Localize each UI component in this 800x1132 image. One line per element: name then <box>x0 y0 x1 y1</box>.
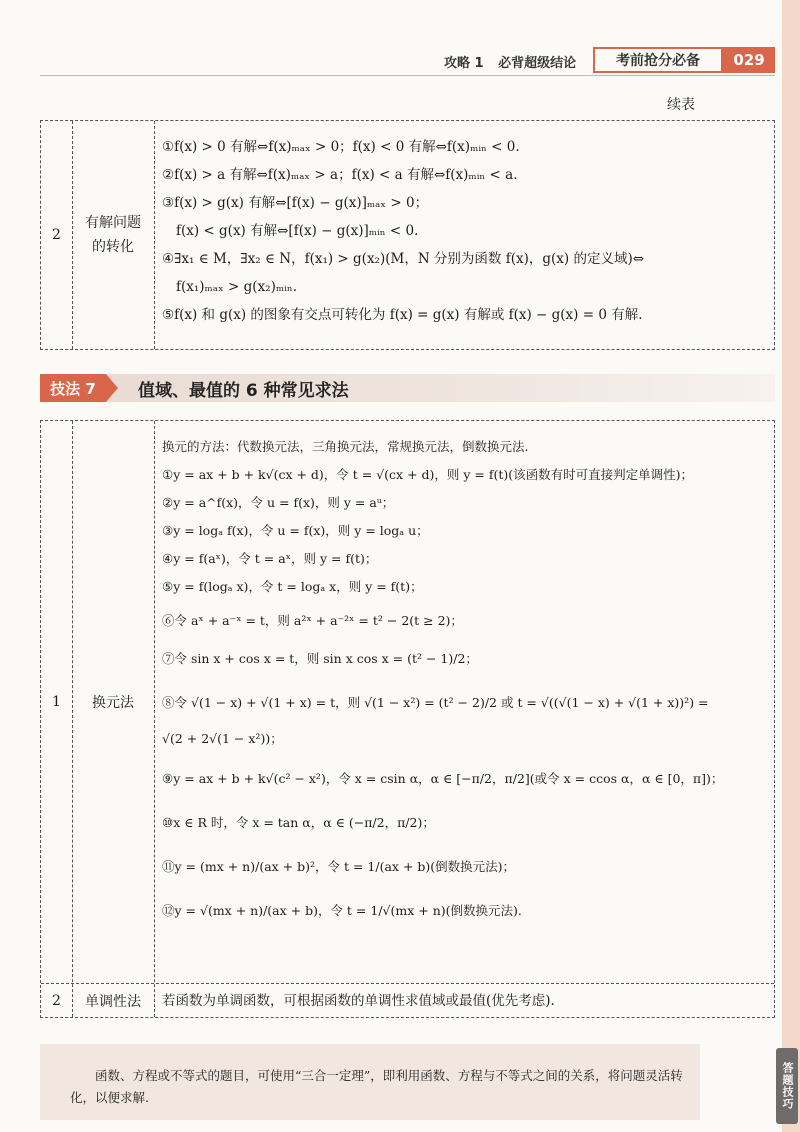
page-number: 029 <box>723 47 775 73</box>
line-4: f(x) < g(x) 有解⇔[f(x) − g(x)]ₘᵢₙ < 0. <box>176 223 419 239</box>
method-8: ⑧令 √(1 − x) + √(1 + x) = t，则 √(1 − x²) = (t² − 2)/2 或 t = √((√(1 − x) + √(1 + x))²) = <box>162 695 709 710</box>
row-2-index: 2 <box>52 993 61 1009</box>
line-6: f(x₁)ₘₐₓ > g(x₂)ₘᵢₙ. <box>176 279 297 295</box>
line-5: ④∃x₁ ∈ M，∃x₂ ∈ N，f(x₁) > g(x₂)(M，N 分别为函数 f(x)，g(x) 的定义域)⇔ <box>162 251 645 267</box>
method-11: ⑪y = (mx + n)/(ax + b)²，令 t = 1/(ax + b)(倒数换元法)； <box>162 859 516 874</box>
row-index: 2 <box>52 227 61 243</box>
method-4: ④y = f(aˣ)，令 t = aˣ，则 y = f(t)； <box>162 551 378 566</box>
method-2: ②y = a^f(x)，令 u = f(x)，则 y = aᵘ； <box>162 495 395 510</box>
row-name-line2: 的转化 <box>92 239 134 255</box>
line-3: ③f(x) > g(x) 有解⇔[f(x) − g(x)]ₘₐₓ > 0； <box>162 195 429 211</box>
header-tag: 考前抢分必备 <box>593 47 723 73</box>
header-topic: 必背超级结论 <box>498 56 577 71</box>
method-1: ①y = ax + b + k√(cx + d)，令 t = √(cx + d)，则 y = f(t)(该函数有时可直接判定单调性)； <box>162 467 694 482</box>
method-8-cont: √(2 + 2√(1 − x²))； <box>162 731 283 746</box>
row-1-index: 1 <box>52 694 61 710</box>
method-10: ⑩x ∈ R 时，令 x = tan α，α ∈ (−π/2，π/2)； <box>162 815 435 830</box>
row-1-name: 换元法 <box>92 695 134 711</box>
row-1-intro: 换元的方法：代数换元法，三角换元法，常规换元法，倒数换元法. <box>162 439 529 454</box>
method-9: ⑨y = ax + b + k√(c² − x²)，令 x = csin α，α ∈ [−π/2，π/2](或令 x = ccos α，α ∈ [0，π])； <box>162 771 724 786</box>
table-continued <box>40 120 775 350</box>
row-1-content <box>162 433 723 925</box>
section-tag: 技法 7 <box>40 374 106 402</box>
table-methods <box>40 420 775 1018</box>
line-2: ②f(x) > a 有解⇔f(x)ₘₐₓ > a；f(x) < a 有解⇔f(x)ₘᵢₙ < a. <box>162 167 518 183</box>
side-strip <box>782 0 800 1132</box>
method-5: ⑤y = f(logₐ x)，令 t = logₐ x，则 y = f(t)； <box>162 579 423 594</box>
header-rule <box>40 75 775 76</box>
section-title: 值域、最值的 6 种常见求法 <box>138 381 349 401</box>
row-content <box>162 133 644 329</box>
line-1: ①f(x) > 0 有解⇔f(x)ₘₐₓ > 0；f(x) < 0 有解⇔f(x)ₘᵢₙ < 0. <box>162 139 520 155</box>
row-2-text: 若函数为单调函数，可根据函数的单调性求值域或最值(优先考虑). <box>162 993 555 1009</box>
row-name-line1: 有解问题 <box>85 215 141 231</box>
note-text: 函数、方程或不等式的题目，可使用“三合一定理”，即利用函数、方程与不等式之间的关系，将问题灵活转化，以便求解. <box>70 1068 683 1105</box>
header-strategy: 攻略 1 <box>444 56 484 71</box>
side-tab: 答题技巧 <box>776 1048 798 1124</box>
header-text <box>444 52 586 71</box>
continued-label: 续表 <box>667 97 695 113</box>
method-3: ③y = logₐ f(x)，令 u = f(x)，则 y = logₐ u； <box>162 523 429 538</box>
line-7: ⑤f(x) 和 g(x) 的图象有交点可转化为 f(x) = g(x) 有解或 f(x) − g(x) = 0 有解. <box>162 307 643 323</box>
method-12: ⑫y = √(mx + n)/(ax + b)，令 t = 1/√(mx + n)(倒数换元法). <box>162 903 522 918</box>
row-name <box>72 121 154 349</box>
section-arrow-icon <box>106 374 118 402</box>
method-6: ⑥令 aˣ + a⁻ˣ = t，则 a²ˣ + a⁻²ˣ = t² − 2(t ≥ 2)； <box>162 613 463 628</box>
method-7: ⑦令 sin x + cos x = t，则 sin x cos x = (t² − 1)/2； <box>162 651 478 666</box>
row-2-content <box>162 987 555 1015</box>
row-2-name: 单调性法 <box>85 994 141 1010</box>
